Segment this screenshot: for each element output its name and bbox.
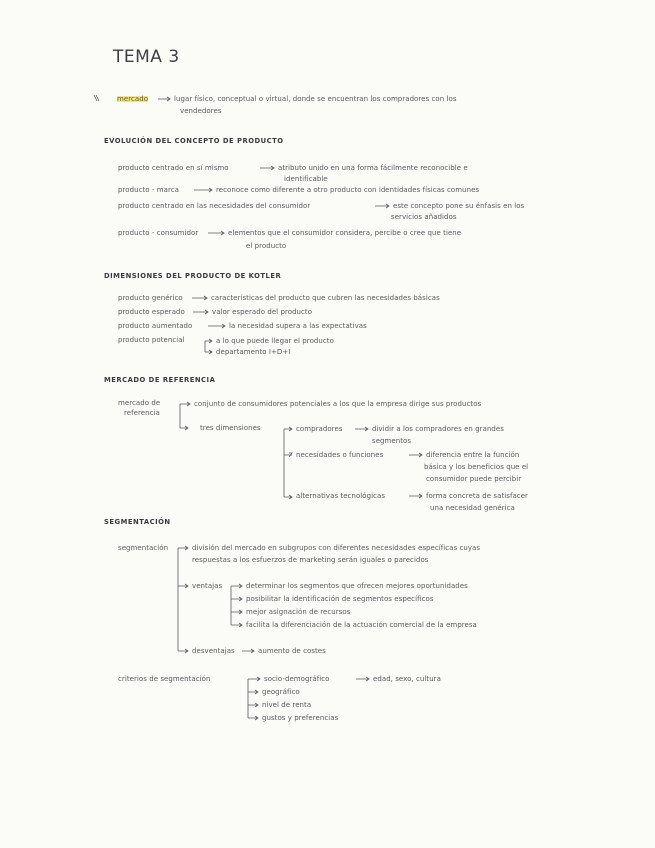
s4-desventajas: desventajas bbox=[192, 647, 235, 655]
s1-c-label: producto centrado en las necesidades del consumidor bbox=[118, 202, 311, 210]
s1-a-text1: atributo unido en una forma fácilmente reconocible e bbox=[278, 164, 468, 172]
s2-c-label: producto aumentado bbox=[118, 322, 193, 330]
s2-b-text: valor esperado del producto bbox=[212, 308, 313, 316]
s4-criterio-3: nivel de renta bbox=[262, 701, 312, 709]
s4-def2: respuestas a los esfuerzos de marketing serán iguales o parecidos bbox=[192, 556, 429, 564]
s3-necesidades: necesidades o funciones bbox=[296, 451, 384, 459]
s4-ventaja-3: mejor asignación de recursos bbox=[246, 608, 351, 616]
s1-c-text2: servicios añadidos bbox=[391, 213, 457, 221]
s4-criterio-4: gustos y preferencias bbox=[262, 714, 339, 722]
s3-alternativas-text2: una necesidad genérica bbox=[430, 504, 515, 512]
s1-b-label: producto - marca bbox=[118, 186, 179, 194]
s4-def1: división del mercado en subgrupos con diferentes necesidades específicas cuyas bbox=[192, 544, 481, 552]
page-title: TEMA 3 bbox=[113, 47, 180, 67]
s3-compradores-text2: segmentos bbox=[372, 437, 412, 445]
s3-necesidades-text3: consumidor puede percibir bbox=[426, 475, 522, 483]
s4-ventaja-4: facilita la diferenciación de la actuación comercial de la empresa bbox=[246, 621, 477, 629]
s1-a-text2: identificable bbox=[284, 175, 328, 183]
s4-criterio-1-detail: edad, sexo, cultura bbox=[373, 675, 441, 683]
s3-necesidades-text2: básica y los beneficios que el bbox=[424, 463, 529, 471]
s2-b-label: producto esperado bbox=[118, 308, 185, 316]
intro-definition-line1: lugar físico, conceptual o virtual, donde se encuentran los compradores con los bbox=[174, 95, 457, 103]
s1-d-label: producto - consumidor bbox=[118, 229, 199, 237]
s4-criterio-2: geográfico bbox=[262, 688, 300, 696]
s3-necesidades-text1: diferencia entre la función bbox=[426, 451, 520, 459]
s1-d-text2: el producto bbox=[246, 242, 287, 250]
s2-d-text1: a lo que puede llegar el producto bbox=[216, 337, 334, 345]
s3-tres-dimensiones: tres dimensiones bbox=[200, 424, 261, 432]
s2-c-text: la necesidad supera a las expectativas bbox=[229, 322, 367, 330]
s3-mercado-label1: mercado de bbox=[118, 399, 161, 407]
s1-d-text1: elementos que el consumidor considera, percibe o cree que tiene bbox=[228, 229, 462, 237]
s4-ventajas: ventajas bbox=[192, 582, 223, 590]
s3-mercado-label2: referencia bbox=[124, 409, 160, 417]
s3-alternativas: alternativas tecnológicas bbox=[296, 492, 386, 500]
s3-compradores: compradores bbox=[296, 425, 343, 433]
s2-a-text: características del producto que cubren las necesidades básicas bbox=[211, 294, 440, 302]
s3-alternativas-text1: forma concreta de satisfacer bbox=[426, 492, 528, 500]
s2-a-label: producto genérico bbox=[118, 294, 183, 302]
heading-segmentacion: SEGMENTACIÓN bbox=[104, 518, 171, 526]
term-mercado: mercado bbox=[117, 95, 149, 103]
intro-definition-line2: vendedores bbox=[180, 107, 222, 115]
s1-c-text1: este concepto pone su énfasis en los bbox=[393, 202, 525, 210]
heading-mercado-referencia: MERCADO DE REFERENCIA bbox=[104, 376, 216, 384]
s2-d-label: producto potencial bbox=[118, 336, 185, 344]
heading-dimensiones: DIMENSIONES DEL PRODUCTO DE KOTLER bbox=[104, 272, 282, 280]
s3-compradores-text1: dividir a los compradores en grandes bbox=[372, 425, 504, 433]
s4-ventaja-2: posibilitar la identificación de segmentos específicos bbox=[246, 595, 434, 603]
s3-mercado-def: conjunto de consumidores potenciales a los que la empresa dirige sus productos bbox=[194, 400, 482, 408]
s4-ventaja-1: determinar los segmentos que ofrecen mejores oportunidades bbox=[246, 582, 468, 590]
s2-d-text2: departamento I+D+I bbox=[216, 348, 291, 356]
heading-evolucion: EVOLUCIÓN DEL CONCEPTO DE PRODUCTO bbox=[104, 137, 284, 145]
s1-b-text: reconoce como diferente a otro producto con identidades físicas comunes bbox=[216, 186, 480, 194]
s4-segmentacion-label: segmentación bbox=[118, 544, 169, 552]
s4-criterio-1: socio-demográfico bbox=[264, 675, 330, 683]
s1-a-label: producto centrado en sí mismo bbox=[118, 164, 229, 172]
s4-desventaja-1: aumento de costes bbox=[258, 647, 326, 655]
s4-criterios-label: criterios de segmentación bbox=[118, 675, 211, 683]
